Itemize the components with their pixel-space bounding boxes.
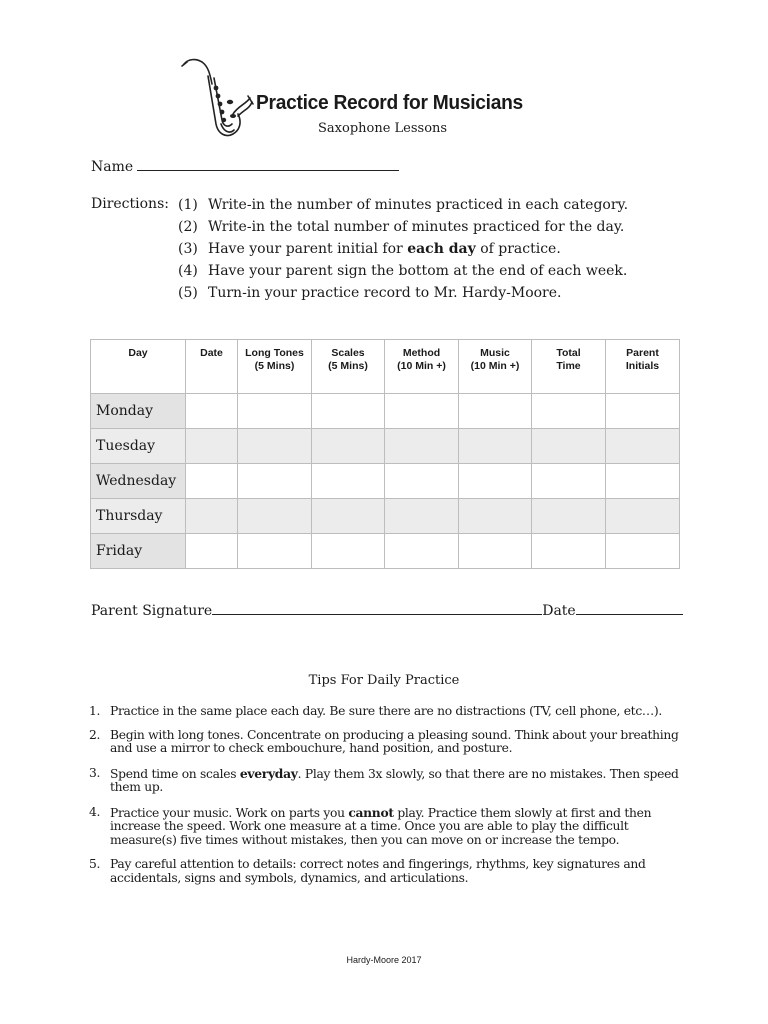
column-header-scales: Scales (5 Mins) [312, 340, 385, 394]
scales-cell[interactable] [312, 499, 385, 534]
day-cell: Wednesday [91, 464, 186, 499]
long-tones-cell[interactable] [238, 394, 312, 429]
column-header-long-tones: Long Tones (5 Mins) [238, 340, 312, 394]
tip-number: 5. [89, 857, 101, 871]
table-header-row [91, 340, 680, 394]
directions-list [178, 196, 628, 306]
date-label: Date [542, 603, 576, 619]
scales-cell[interactable] [312, 464, 385, 499]
saxophone-icon [178, 54, 254, 142]
signature-row [91, 600, 683, 619]
date-cell[interactable] [186, 534, 238, 569]
total-time-cell[interactable] [532, 464, 606, 499]
column-header-date: Date [186, 340, 238, 394]
table-row [91, 534, 680, 569]
direction-item [178, 284, 628, 306]
day-cell: Monday [91, 394, 186, 429]
day-cell: Tuesday [91, 429, 186, 464]
date-cell[interactable] [186, 394, 238, 429]
parent-initials-cell[interactable] [606, 464, 680, 499]
direction-text: Have your parent sign the bottom at the end of each week. [208, 263, 628, 279]
tip-emphasis: everyday [239, 765, 298, 781]
table-row [91, 429, 680, 464]
column-header-day: Day [91, 340, 186, 394]
parent-initials-cell[interactable] [606, 499, 680, 534]
date-cell[interactable] [186, 464, 238, 499]
direction-item [178, 262, 628, 284]
column-header-total-time: Total Time [532, 340, 606, 394]
column-header-parent-initials: Parent Initials [606, 340, 680, 394]
tip-number: 4. [89, 804, 101, 819]
method-cell[interactable] [385, 534, 459, 569]
parent-initials-cell[interactable] [606, 429, 680, 464]
direction-emphasis: each day [407, 241, 476, 257]
total-time-cell[interactable] [532, 429, 606, 464]
direction-number: (1) [178, 197, 198, 213]
name-label: Name [91, 159, 134, 175]
tip-item [89, 806, 679, 848]
direction-number: (2) [178, 219, 198, 235]
music-cell[interactable] [459, 394, 532, 429]
table-row [91, 464, 680, 499]
tips-list [89, 704, 683, 885]
table-row [91, 394, 680, 429]
music-cell[interactable] [459, 464, 532, 499]
date-cell[interactable] [186, 429, 238, 464]
total-time-cell[interactable] [532, 394, 606, 429]
scales-cell[interactable] [312, 429, 385, 464]
day-cell: Thursday [91, 499, 186, 534]
page-subtitle: Saxophone Lessons [318, 121, 448, 136]
footer-credit: Hardy-Moore 2017 [346, 955, 422, 965]
date-cell[interactable] [186, 499, 238, 534]
total-time-cell[interactable] [532, 534, 606, 569]
music-cell[interactable] [459, 534, 532, 569]
name-row [91, 156, 399, 175]
direction-text: Write-in the number of minutes practiced in each category. [208, 197, 629, 213]
tip-text: Begin with long tones. Concentrate on producing a pleasing sound. Think about your breathing and use a mirror to check embouchure, hand position, and posture. [110, 727, 679, 755]
day-cell: Friday [91, 534, 186, 569]
direction-number: (4) [178, 263, 198, 279]
tip-item [89, 729, 679, 756]
table-row [91, 499, 680, 534]
method-cell[interactable] [385, 394, 459, 429]
name-field[interactable] [137, 156, 399, 171]
direction-number: (3) [178, 241, 198, 257]
tip-item [89, 705, 679, 719]
music-cell[interactable] [459, 499, 532, 534]
direction-text: Write-in the total number of minutes practiced for the day. [208, 219, 625, 235]
directions-label: Directions: [91, 196, 169, 212]
direction-item [178, 196, 628, 218]
tip-number: 2. [89, 727, 101, 742]
parent-initials-cell[interactable] [606, 394, 680, 429]
practice-table [90, 339, 680, 569]
direction-number: (5) [178, 285, 198, 301]
long-tones-cell[interactable] [238, 464, 312, 499]
column-header-method: Method (10 Min +) [385, 340, 459, 394]
direction-text: Turn-in your practice record to Mr. Hardy-Moore. [208, 285, 562, 301]
page-title: Practice Record for Musicians [256, 92, 523, 114]
direction-item [178, 218, 628, 240]
scales-cell[interactable] [312, 394, 385, 429]
tip-emphasis: cannot [348, 804, 394, 820]
long-tones-cell[interactable] [238, 429, 312, 464]
parent-signature-label: Parent Signature [91, 603, 213, 619]
scales-cell[interactable] [312, 534, 385, 569]
tip-number: 3. [89, 765, 101, 780]
long-tones-cell[interactable] [238, 499, 312, 534]
date-field[interactable] [576, 600, 683, 615]
tip-number: 1. [89, 704, 101, 718]
tip-text: Practice in the same place each day. Be sure there are no distractions (TV, cell phone, etc…). [110, 704, 663, 718]
tip-text: . Play them 3x slowly, so that there are no mistakes. Then speed them up. [110, 766, 683, 794]
tip-item [89, 765, 683, 795]
column-header-music: Music (10 Min +) [459, 340, 532, 394]
method-cell[interactable] [385, 429, 459, 464]
direction-item [178, 240, 628, 262]
tip-item [89, 858, 679, 885]
total-time-cell[interactable] [532, 499, 606, 534]
method-cell[interactable] [385, 499, 459, 534]
parent-initials-cell[interactable] [606, 534, 680, 569]
tip-text: Spend time on scales [110, 766, 240, 781]
direction-text: of practice. [475, 241, 561, 257]
parent-signature-field[interactable] [212, 600, 542, 615]
direction-text: Have your parent initial for [208, 241, 408, 257]
music-cell[interactable] [459, 429, 532, 464]
tip-text: Pay careful attention to details: correct notes and fingerings, rhythms, key signatures and accidentals, signs and symbols, dynamics, and articulations. [110, 857, 646, 885]
tip-text: Practice your music. Work on parts you [110, 805, 349, 820]
tip-text: play. Practice them slowly at first and then increase the speed. Work one measure at a time. Once you are able to play the difficult measure(s) five times without mistakes, then you can move on or increase the tempo. [110, 805, 655, 847]
tips-title: Tips For Daily Practice [308, 673, 460, 688]
long-tones-cell[interactable] [238, 534, 312, 569]
method-cell[interactable] [385, 464, 459, 499]
